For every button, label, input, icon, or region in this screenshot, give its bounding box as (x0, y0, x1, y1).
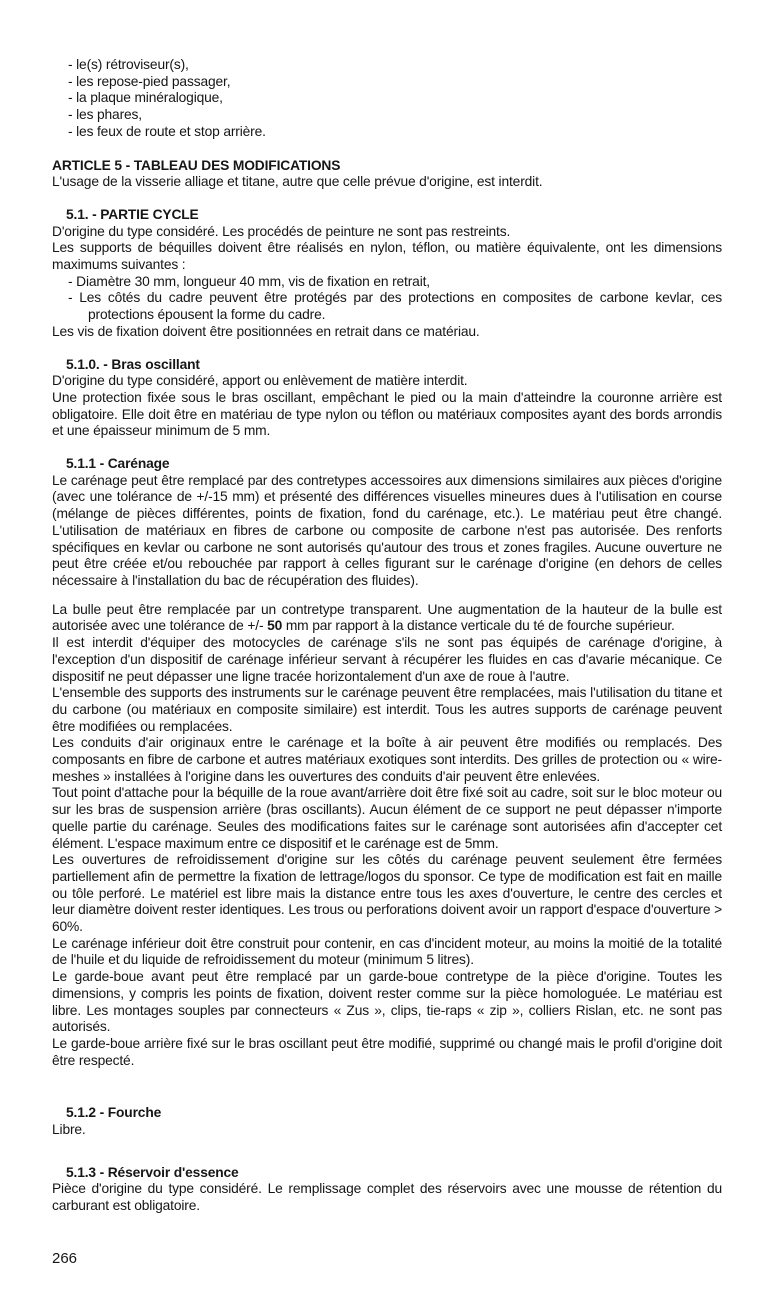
section-5-1-heading: 5.1. - PARTIE CYCLE (66, 206, 199, 222)
section-5-1-2-heading: 5.1.2 - Fourche (66, 1105, 162, 1121)
list-item: - les feux de route et stop arrière. (68, 123, 266, 139)
paragraph-text: mm par rapport à la distance verticale du té de fourche supérieur. (282, 618, 675, 634)
section-5-1 (52, 207, 722, 341)
paragraph: L'ensemble des supports des instruments sur le carénage peuvent être remplacées, mais l'utilisation du titane et du carbone (ou matériaux en composite similaire) est interdit. Tous les autres supports de carénage peuvent être modifiées ou remplacées. (52, 685, 722, 734)
list-item: - la plaque minéralogique, (68, 90, 223, 106)
paragraph: Les vis de fixation doivent être positionnées en retrait dans ce matériau. (52, 323, 480, 339)
intro-list (52, 57, 722, 141)
paragraph: Une protection fixée sous le bras oscillant, empêchant le pied ou la main d'atteindre la couronne arrière est obligatoire. Elle doit être en matériau de type nylon ou téflon ou matériaux composites ayant des bords arrondis et une épaisseur minimum de 5 mm. (52, 389, 722, 439)
article-5-heading: ARTICLE 5 - TABLEAU DES MODIFICATIONS (52, 157, 341, 173)
paragraph: Les supports de béquilles doivent être réalisés en nylon, téflon, ou matière équivalente, ont les dimensions maximums suivantes : (52, 240, 722, 273)
section-5-1-1-heading: 5.1.1 - Carénage (66, 456, 170, 472)
paragraph: Le carénage inférieur doit être construit pour contenir, en cas d'incident moteur, au moins la moitié de la totalité de l'huile et du liquide de refroidissement du moteur (minimum 5 litres). (52, 935, 722, 968)
paragraph: Il est interdit d'équiper des motocycles de carénage s'ils ne sont pas équipés de carénage d'origine, à l'exception d'un dispositif de carénage inférieur servant à récupérer les fluides en cas d'avarie mécanique. Ce dispositif ne peut dépasser une ligne tracée horizontalement d'un axe de roue à l'autre. (52, 635, 722, 684)
list-item: - Diamètre 30 mm, longueur 40 mm, vis de fixation en retrait, (68, 273, 430, 289)
section-5-1-3-heading: 5.1.3 - Réservoir d'essence (66, 1164, 239, 1180)
bold-value: 50 (267, 618, 283, 634)
paragraph: Libre. (52, 1122, 86, 1138)
paragraph: Tout point d'attache pour la béquille de la roue avant/arrière doit être fixé soit au cadre, soit sur le bloc moteur ou sur les bras de suspension arrière (bras oscillants). Aucun élément de ce support ne peut dépasser n'importe quelle partie du carénage. Seules des modifications faites sur le carénage sont autorisées afin d'accepter cet élément. L'espace maximum entre ce dispositif et le carénage est de 5mm. (52, 785, 722, 851)
list-item: - le(s) rétroviseur(s), (68, 57, 189, 72)
list-item: - les phares, (68, 107, 142, 123)
article-5-section (52, 158, 722, 191)
list-item: - les repose-pied passager, (68, 73, 231, 89)
section-5-1-2 (52, 1105, 722, 1138)
article-5-body: L'usage de la visserie alliage et titane, autre que celle prévue d'origine, est interdit. (52, 174, 543, 190)
paragraph: Les conduits d'air originaux entre le carénage et la boîte à air peuvent être modifiés ou remplacés. Des composants en fibre de carbone et autres matériaux exotiques sont interdits. Des grilles de protection ou « wire-meshes » installées à l'origine dans les ouvertures des conduits d'air peuvent être enlevées. (52, 735, 722, 784)
list-item: - Les côtés du cadre peuvent être protégés par des protections en composites de carbone kevlar, ces protections épousent la forme du cadre. (68, 290, 722, 323)
section-5-1-0 (52, 357, 722, 441)
paragraph: D'origine du type considéré, apport ou enlèvement de matière interdit. (52, 373, 468, 389)
paragraph-text: La bulle peut être remplacée par un contretype transparent. Une augmentation de la hauteur de la bulle est autorisée avec une tolérance de +/- (52, 601, 722, 634)
page-number: 266 (52, 1250, 78, 1267)
paragraph: D'origine du type considéré. Les procédés de peinture ne sont pas restreints. (52, 223, 511, 239)
section-5-1-1 (52, 456, 722, 1069)
paragraph: Les ouvertures de refroidissement d'origine sur les côtés du carénage peuvent seulement être fermées partiellement afin de permettre la fixation de lettrage/logos du sponsor. Ce type de modification est fait en maille ou tôle perforé. Le matériel est libre mais la distance entre tous les axes d'ouverture, le centre des cercles et leur diamètre doivent rester identiques. Les trous ou perforations doivent avoir un rapport d'espace d'ouverture > 60%. (52, 852, 722, 935)
paragraph (52, 602, 722, 635)
paragraph: Pièce d'origine du type considéré. Le remplissage complet des réservoirs avec une mousse de rétention du carburant est obligatoire. (52, 1181, 722, 1214)
paragraph: Le carénage peut être remplacé par des contretypes accessoires aux dimensions similaires aux pièces d'origine (avec une tolérance de +/-15 mm) et présenté des différences visuelles mineures dues à l'utilisation en course (mélange de pièces différentes, points de fixation, fond du carénage, etc.). Le matériau peut être changé. L'utilisation de matériaux en fibres de carbone ou composite de carbone n'est pas autorisée. Des renforts spécifiques en kevlar ou carbone ne sont autorisés qu'autour des trous et zones fragiles. Aucune ouverture ne peut être créée et/ou rebouchée par rapport à celles figurant sur le carénage d'origine (en dehors de celles nécessaire à l'installation du bac de récupération des fluides). (52, 472, 722, 588)
section-5-1-3 (52, 1165, 722, 1215)
section-5-1-0-heading: 5.1.0. - Bras oscillant (66, 356, 200, 372)
paragraph: Le garde-boue avant peut être remplacé par un garde-boue contretype de la pièce d'origine. Toutes les dimensions, y compris les points de fixation, doivent rester comme sur la pièce homologuée. Le matériau est libre. Les montages souples par connecteurs « Zus », clips, tie-raps « zip », colliers Rislan, etc. ne sont pas autorisés. (52, 969, 722, 1035)
paragraph: Le garde-boue arrière fixé sur le bras oscillant peut être modifié, supprimé ou changé mais le profil d'origine doit être respecté. (52, 1035, 722, 1068)
